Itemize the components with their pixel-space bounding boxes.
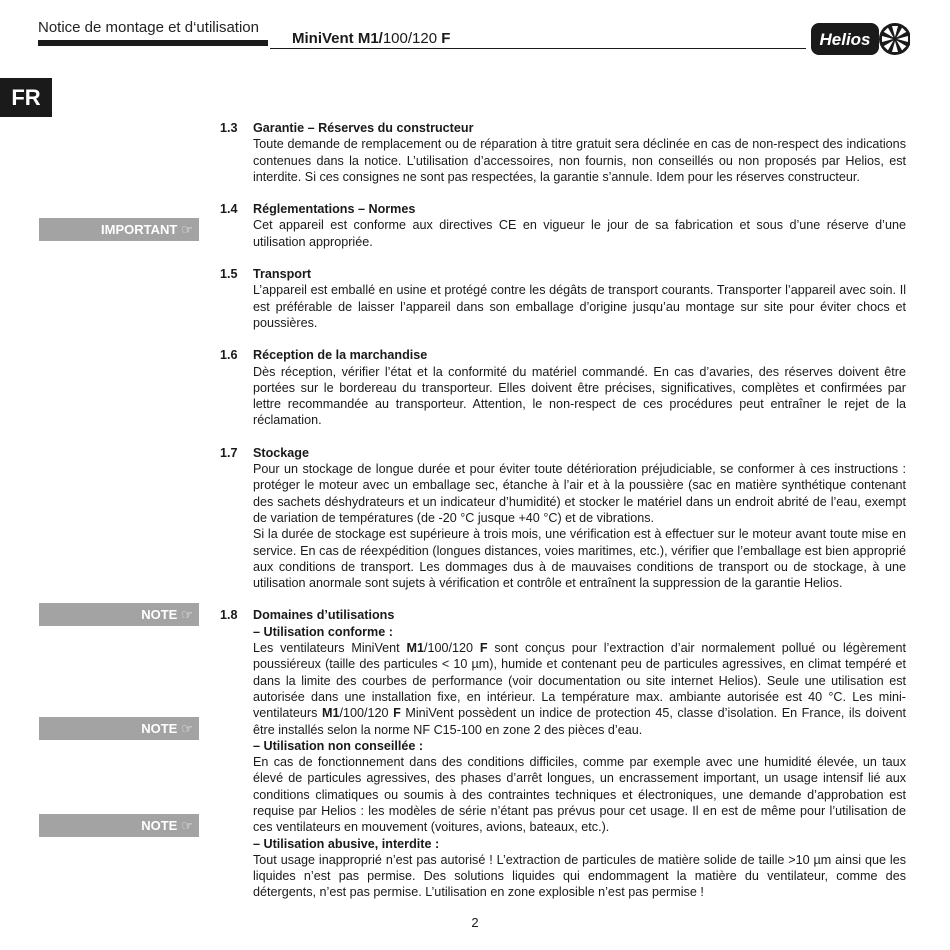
subheading-not-recommended: – Utilisation non conseillée : xyxy=(253,738,424,753)
main-content xyxy=(220,120,906,917)
section-regulations xyxy=(220,201,906,250)
subheading-conform-use: – Utilisation conforme : xyxy=(253,624,393,639)
section-title: Domaines d’utilisations xyxy=(253,608,395,623)
section-title: Garantie – Réserves du constructeur xyxy=(253,121,474,135)
section-text: Pour un stockage de longue durée et pour éviter toute détérioration préjudiciable, se conformer à ces instructions : protéger le moteur avec un emballage sec, étanche à l’air et à la poussière (sac en matière synthétique contenant des sachets déshydrateurs et un indicateur d’humidité) et stocker le matériel dans un endroit abrité de l’eau, exempt de variation de températures (de -20 °C jusque +40 °C) et de vibrations. xyxy=(253,462,906,525)
header-rule xyxy=(270,48,806,49)
section-title: Transport xyxy=(253,267,312,282)
section-text: Toute demande de remplacement ou de réparation à titre gratuit sera déclinée en cas de non-respect des indications contenues dans la notice. L’utilisation d’accessoires, non fournis, non conseillés ou non proposés par Helios, est interdite. Si ces consignes ne sont pas respectées, la garantie s’annule. Idem pour les réserves constructeur. xyxy=(253,137,906,184)
section-number: 1.4 xyxy=(220,202,238,217)
section-number: 1.3 xyxy=(220,121,238,135)
section-title: Réception de la marchandise xyxy=(253,348,428,363)
section-number: 1.8 xyxy=(220,608,238,623)
note-label: NOTE ☞ xyxy=(39,603,199,626)
pointing-hand-icon: ☞ xyxy=(181,818,193,833)
section-title: Réglementations – Normes xyxy=(253,202,416,217)
note-label: NOTE ☞ xyxy=(39,814,199,837)
section-text: Tout usage inapproprié n’est pas autorisé ! L’extraction de particules de matière solide de taille >10 µm ainsi que les liquides n’est pas permise. Des solutions liquides qui endommagent la matière du ventilateur, comme des détergents, n’est pas permise. L’utilisation en zone explosible n’est pas permise ! xyxy=(253,852,906,900)
header-bar xyxy=(38,40,268,46)
pointing-hand-icon: ☞ xyxy=(181,607,193,622)
section-text: L’appareil est emballé en usine et protégé contre les dégâts de transport courants. Transporter l’appareil avec soin. Il est préférable de laisser l’appareil dans son emballage d’origine jusqu’au montage sur site pour éviter chocs et poussières. xyxy=(253,283,906,330)
section-text: En cas de fonctionnement dans des conditions difficiles, comme par exemple avec une humidité élevée, un taux élevé de particules agressives, des phases d’arrêt longues, un encrassement important, un usage intensif lié aux conditions climatiques ou soumis à des contraintes techniques et électroniques, une demande d’approbation est requise par Helios : les modèles de série n’étant pas prévus pour cet usage. Il en est de même pour l’utilisation de ces ventilateurs en mouvement (voitures, avions, bateaux, etc.). xyxy=(253,755,906,835)
section-warranty xyxy=(220,120,906,185)
section-text: Si la durée de stockage est supérieure à trois mois, une vérification est à effectuer sur le moteur avant toute mise en service. En cas de réexpédition (longues distances, voies maritimes, etc.), vérifier que l’emballage est bien approprié aux conditions de transport. Les dommages dus à de mauvaises conditions de transport ou de stockage, à une utilisation anormale sont sujets à vérification et contrôle et entraînent la suppression de la garantie Helios. xyxy=(253,527,906,591)
pointing-hand-icon: ☞ xyxy=(181,222,193,237)
language-tab: FR xyxy=(0,78,52,117)
section-text: Dès réception, vérifier l’état et la conformité du matériel commandé. En cas d’avaries, des réserves doivent être portées sur le bordereau du transporteur. Elles doivent être précises, significatives, complètes et confirmées par lettre recommandée au transporteur. Attention, le non-respect de ces procédures peut entraîner le rejet de la réclamation. xyxy=(253,364,906,428)
note-label: NOTE ☞ xyxy=(39,717,199,740)
product-title: MiniVent M1/100/120 F xyxy=(292,30,451,47)
section-transport xyxy=(220,266,906,331)
important-label: IMPORTANT ☞ xyxy=(39,218,199,241)
helios-logo xyxy=(810,22,910,56)
section-text: Cet appareil est conforme aux directives CE en vigueur le jour de sa fabrication et sous d’une réserve d’une utilisation appropriée. xyxy=(253,218,906,249)
svg-text:Helios: Helios xyxy=(819,30,871,49)
section-number: 1.5 xyxy=(220,267,238,282)
section-title: Stockage xyxy=(253,445,309,460)
section-storage xyxy=(220,445,906,592)
section-usage xyxy=(220,607,906,900)
document-type-title: Notice de montage et d‘utilisation xyxy=(38,19,259,36)
pointing-hand-icon: ☞ xyxy=(181,721,193,736)
page-number: 2 xyxy=(471,915,479,930)
section-reception xyxy=(220,347,906,428)
section-text: Les ventilateurs MiniVent M1/100/120 F sont conçus pour l’extraction d’air normalement pollué ou légèrement poussiéreux (taille des particules < 10 µm), humide et contenant peu de particules agressives, en climat tempéré et dans la limite des courbes de performance (voir documentation ou site internet Helios). Seule une utilisation est autorisée dans une installation fixe, en intérieur. La température max. ambiante autorisée est 40 °C. Les mini-ventilateurs M1/100/120 F MiniVent possèdent un indice de protection 45, classe d’isolation. En France, ils doivent être installés selon la norme NF C15-100 en zone 2 des pièces d’eau. xyxy=(253,641,906,737)
section-number: 1.6 xyxy=(220,348,238,363)
fan-icon xyxy=(879,23,910,55)
subheading-prohibited: – Utilisation abusive, interdite : xyxy=(253,836,440,851)
section-number: 1.7 xyxy=(220,445,238,460)
